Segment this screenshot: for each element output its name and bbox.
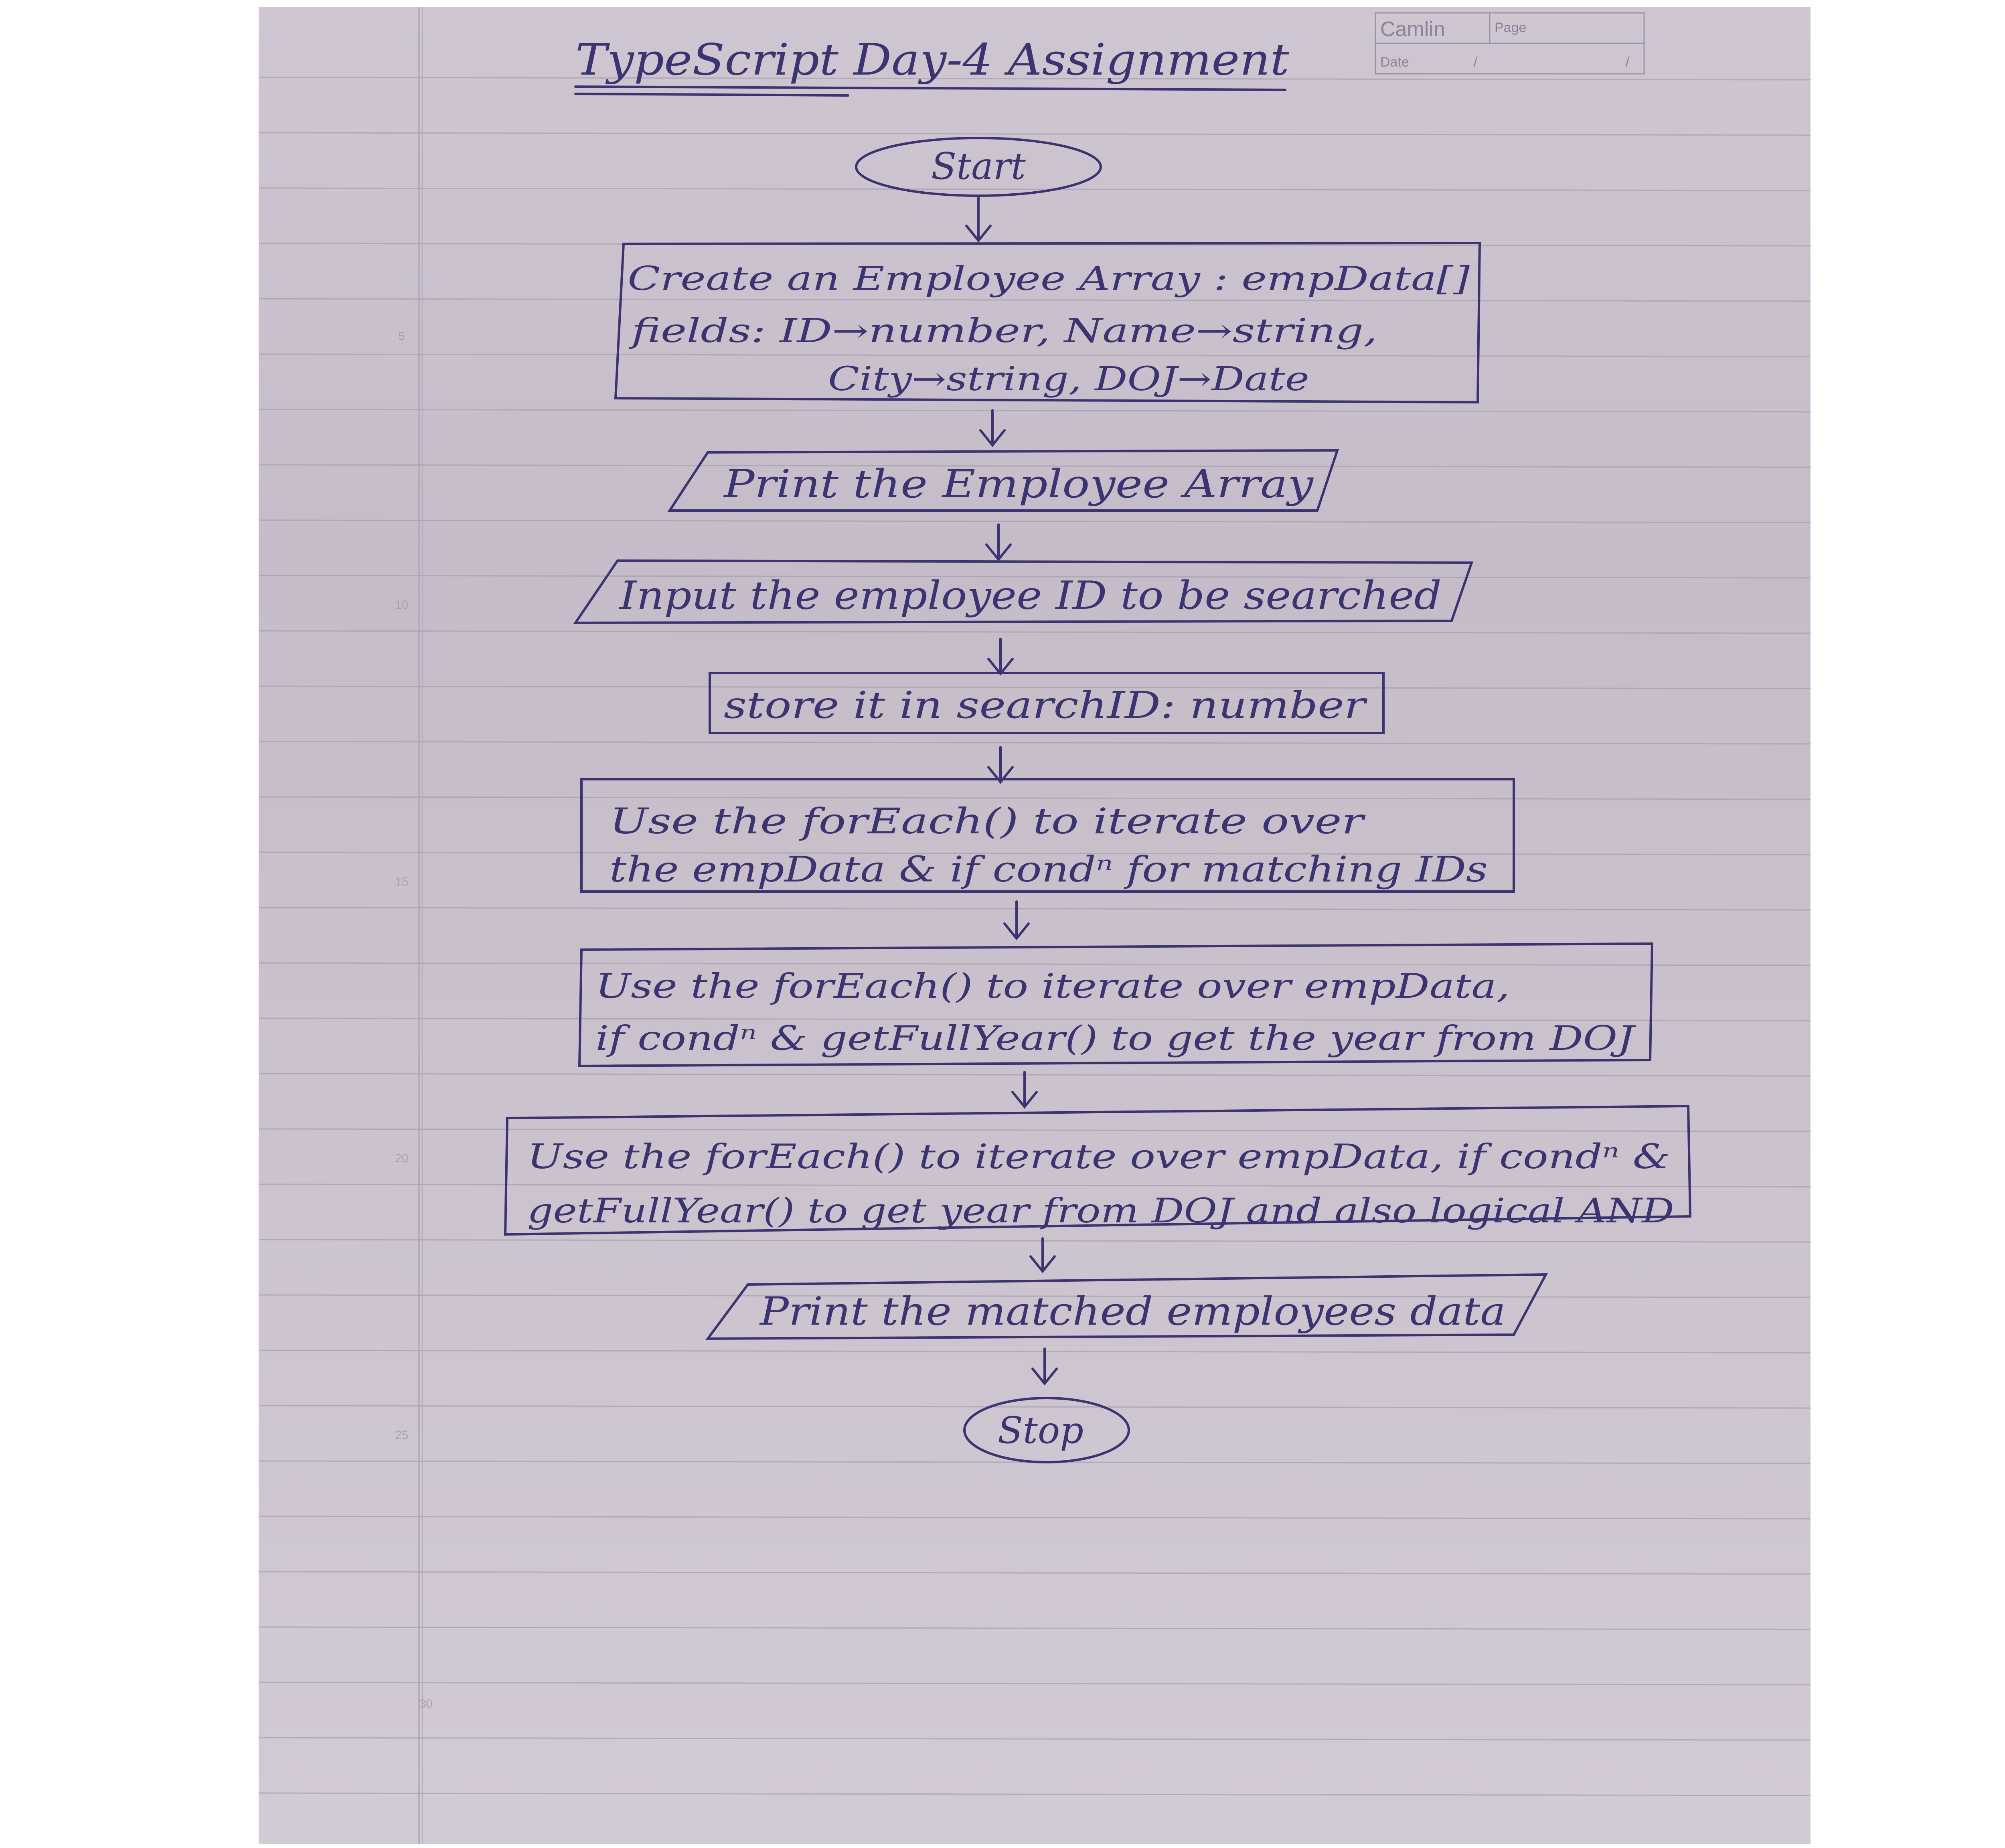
ruled-line [259, 354, 1811, 357]
page-title: TypeScript Day-4 Assignment [575, 35, 1290, 85]
print-matched-label: Print the matched employees data [759, 1289, 1506, 1334]
ruled-line [259, 631, 1811, 633]
ruled-line [259, 742, 1811, 744]
foreach-ids-line-2: the empData & if condⁿ for matching IDs [610, 849, 1488, 890]
foreach-ids-line-1: Use the forEach() to iterate over [610, 800, 1366, 842]
arrow-down-icon [988, 639, 1013, 674]
ruled-line [259, 1406, 1811, 1408]
ruled-line [259, 1184, 1811, 1187]
arrow-down-icon [1033, 1349, 1057, 1384]
arrow-down-icon [986, 525, 1011, 559]
ruled-line [259, 188, 1811, 190]
ruled-line [259, 963, 1811, 965]
title-underline-2 [575, 94, 848, 95]
ruled-line [259, 1627, 1811, 1629]
page-label: Page [1495, 20, 1527, 35]
arrow-down-icon [1005, 902, 1029, 938]
create-line-3: City→string, DOJ→Date [828, 360, 1309, 398]
foreach-year-line-2: if condⁿ & getFullYear() to get the year from DOJ [595, 1019, 1636, 1058]
arrow-down-icon [1013, 1072, 1037, 1107]
arrow-down-icon [966, 198, 990, 241]
date-label: Date [1380, 55, 1409, 70]
ruled-line [259, 133, 1811, 135]
foreach-and-line-1: Use the forEach() to iterate over empData, if condⁿ & [527, 1137, 1670, 1176]
create-line-2: fields: ID→number, Name→string, [628, 312, 1377, 350]
notebook-page [259, 7, 1811, 1844]
ruled-line [259, 797, 1811, 799]
ruled-line [259, 409, 1811, 412]
ruled-line [259, 1129, 1811, 1131]
ruled-line [259, 1682, 1811, 1685]
ruled-line [259, 1240, 1811, 1242]
ruled-line [259, 908, 1811, 910]
ruled-line [259, 1516, 1811, 1519]
date-value: / / [1474, 55, 1702, 70]
print-array-label: Print the Employee Array [723, 462, 1314, 507]
flowchart-canvas [259, 7, 1811, 1844]
arrow-down-icon [1031, 1238, 1055, 1271]
input-id-label: Input the employee ID to be searched [618, 573, 1442, 618]
line-number: 10 [395, 598, 409, 612]
foreach-year-line-1: Use the forEach() to iterate over empData, [595, 967, 1510, 1006]
ruled-line [259, 1572, 1811, 1574]
ruled-line [259, 1074, 1811, 1076]
line-number: 20 [395, 1152, 409, 1165]
title-underline [575, 87, 1285, 90]
start-label: Start [931, 145, 1026, 188]
arrow-down-icon [988, 747, 1013, 782]
line-number: 30 [419, 1697, 433, 1710]
arrow-down-icon [980, 410, 1005, 445]
foreach-and-line-2: getFullYear() to get year from DOJ and also logical AND [527, 1191, 1674, 1230]
ruled-line [259, 520, 1811, 523]
line-number: 15 [395, 875, 409, 888]
ruled-line [259, 1793, 1811, 1795]
ruled-line [259, 1738, 1811, 1740]
brand-logo: Camlin [1380, 18, 1445, 41]
notebook-header-box [1375, 13, 1701, 74]
stop-label: Stop [997, 1409, 1084, 1452]
create-line-1: Create an Employee Array : empData[] [628, 260, 1470, 298]
line-number: 5 [398, 330, 405, 343]
line-number: 25 [395, 1429, 409, 1442]
ruled-line [259, 1350, 1811, 1353]
ruled-line [259, 299, 1811, 301]
store-id-label: store it in searchID: number [724, 684, 1368, 727]
